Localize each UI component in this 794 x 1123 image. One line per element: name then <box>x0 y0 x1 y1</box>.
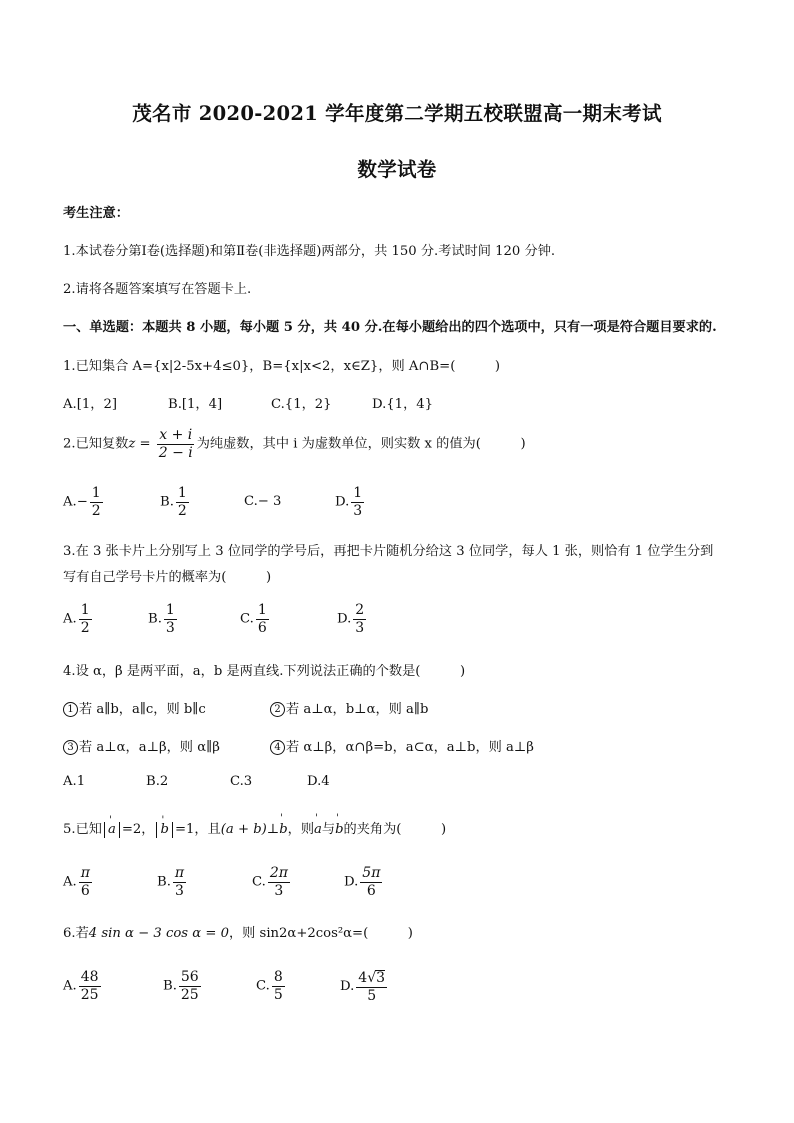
q6-stem <box>63 922 413 941</box>
notice-item-1: 1.本试卷分第Ⅰ卷(选择题)和第Ⅱ卷(非选择题)两部分，共 150 分.考试时间 120 分钟. <box>63 244 556 259</box>
q6-option-b-frac <box>179 970 201 1002</box>
q4-statement-4 <box>270 736 534 755</box>
q3-stem-line2: 写有自己学号卡片的概率为( ) <box>63 570 272 585</box>
q2-option-a-sign: − <box>76 494 88 510</box>
q6-expression: 4 sin α − 3 cos α = 0 <box>88 926 229 941</box>
q6-option-b-num: 56 <box>180 969 199 985</box>
q6-option-d-num <box>356 970 387 988</box>
q6-option-a-frac <box>79 970 101 1002</box>
q2-fraction <box>157 428 195 460</box>
q2-option-d-frac <box>351 486 364 518</box>
q3-option-d-num: 2 <box>355 602 365 618</box>
q2-stem <box>63 428 526 460</box>
q1-option-d: D.{1，4} <box>372 397 434 412</box>
q2-option-d <box>335 486 366 518</box>
q5-option-a-label: A. <box>63 874 77 890</box>
q2-option-d-den: 3 <box>353 502 363 519</box>
q3-option-c <box>240 603 271 635</box>
q1-option-c: C.{1，2} <box>271 397 332 412</box>
q1-option-a: A.[1，2] <box>63 397 117 412</box>
q2-option-b-frac <box>176 486 189 518</box>
q3-option-b-num: 1 <box>165 602 175 618</box>
q6-option-d-coef: 4 <box>358 970 368 986</box>
q3-option-d-frac <box>353 603 366 635</box>
section1-heading: 一、单选题：本题共 8 小题，每小题 5 分，共 40 分.在每小题给出的四个选项中，只有一项是符合题目要求的. <box>63 320 717 335</box>
q5-paren-expr: (a + b) <box>220 822 267 837</box>
sqrt-sign: √ <box>367 970 377 986</box>
q3-option-a-label: A. <box>63 611 77 627</box>
q5-option-b-label: B. <box>157 874 171 890</box>
q2-option-a-den: 2 <box>91 502 101 519</box>
q5-option-c-num: 2π <box>269 865 288 881</box>
q5-option-b-den: 3 <box>175 882 184 899</box>
q6-option-c-label: C. <box>256 978 270 994</box>
q3-stem-line1: 3.在 3 张卡片上分别写上 3 位同学的学号后，再把卡片随机分给这 3 位同学，每人 1 张，则恰有 1 位学生分到 <box>63 544 714 559</box>
q2-option-d-num: 1 <box>353 485 363 501</box>
q5-option-d-label: D. <box>344 874 359 890</box>
q5-option-b-frac <box>173 866 186 898</box>
q6-option-a <box>63 970 103 1002</box>
q5-eq1: =1，且 <box>174 822 221 837</box>
circled-number-4: 4 <box>270 740 285 755</box>
q6-option-d <box>340 970 389 1003</box>
q3-option-d-label: D. <box>337 611 352 627</box>
q5-option-c-frac <box>268 866 290 898</box>
q5-option-d-frac <box>360 866 382 898</box>
q6-suffix: ，则 sin2α+2cos²α=( ) <box>228 926 413 941</box>
q4-stem: 4.设 α，β 是两平面，a，b 是两直线.下列说法正确的个数是( ) <box>63 664 466 679</box>
q5-prefix: 5.已知 <box>63 822 102 837</box>
q1-option-b: B.[1，4] <box>168 397 223 412</box>
exam-subtitle: 数学试卷 <box>357 158 437 181</box>
q4-statement-4-text: 若 α⊥β，α∩β=b，a⊂α，a⊥b，则 a⊥β <box>286 740 534 755</box>
q6-prefix: 6.若 <box>63 926 89 941</box>
notice-heading: 考生注意： <box>63 206 129 221</box>
circled-number-3: 3 <box>63 740 78 755</box>
q2-option-a <box>63 486 105 518</box>
q5-option-c <box>252 866 292 898</box>
q2-suffix: 为纯虚数，其中 i 为虚数单位，则实数 x 的值为( ) <box>196 436 526 452</box>
q2-option-a-num: 1 <box>91 485 101 501</box>
q2-option-b <box>160 486 191 518</box>
q3-option-b <box>148 603 179 635</box>
q2-z: z = <box>128 436 155 452</box>
q6-option-b-den: 25 <box>180 986 199 1003</box>
q3-option-a-num: 1 <box>80 602 90 618</box>
q4-option-d: D.4 <box>307 774 330 789</box>
q2-option-d-label: D. <box>335 494 350 510</box>
q2-frac-num: x + i <box>159 427 193 443</box>
q5-mid: ，则 <box>287 822 315 837</box>
q5-vector-b: ' b <box>160 822 168 838</box>
q4-statement-2 <box>270 698 428 717</box>
q5-option-b-num: π <box>174 865 185 881</box>
q5-option-a-frac <box>79 866 92 898</box>
q5-option-a-num: π <box>80 865 90 881</box>
q2-prefix: 2.已知复数 <box>63 436 129 452</box>
q2-option-b-num: 1 <box>177 485 187 501</box>
q2-option-b-label: B. <box>160 494 174 510</box>
q3-option-c-label: C. <box>240 611 254 627</box>
q5-with: 与 <box>321 822 336 837</box>
q1-stem: 1.已知集合 A={x|2-5x+4≤0}，B={x|x<2，x∈Z}，则 A∩B=( ) <box>63 359 501 374</box>
q3-option-c-frac <box>256 603 269 635</box>
q4-option-a: A.1 <box>63 774 86 789</box>
q6-option-b <box>163 970 203 1002</box>
q6-option-c <box>256 970 287 1002</box>
q5-option-c-den: 3 <box>274 882 284 899</box>
q6-option-b-label: B. <box>163 978 177 994</box>
q6-option-c-den: 5 <box>273 986 283 1003</box>
q3-option-d-den: 3 <box>355 619 365 636</box>
q6-option-d-frac <box>356 970 387 1003</box>
q6-option-c-num: 8 <box>273 969 283 985</box>
q5-vector-a: ' a <box>108 822 116 838</box>
notice-item-2: 2.请将各题答案填写在答题卡上. <box>63 282 252 297</box>
q4-statement-3-text: 若 a⊥α，a⊥β，则 α∥β <box>79 740 220 755</box>
circled-number-2: 2 <box>270 702 285 717</box>
q5-abs-a <box>104 822 120 838</box>
q3-option-c-num: 1 <box>257 602 267 618</box>
q5-option-d-num: 5π <box>362 865 381 881</box>
q5-suffix: 的夹角为( ) <box>343 822 447 837</box>
q6-option-d-den: 5 <box>367 987 377 1004</box>
q5-option-c-label: C. <box>252 874 266 890</box>
q6-option-d-radicand: 3 <box>376 970 386 986</box>
q5-abs-b <box>156 822 172 838</box>
q3-option-c-den: 6 <box>257 619 267 636</box>
q3-option-d <box>337 603 368 635</box>
q5-vector-b3: ' b <box>335 822 343 837</box>
q4-statement-3 <box>63 736 220 755</box>
circled-number-1: 1 <box>63 702 78 717</box>
q5-option-a-den: 6 <box>80 882 90 899</box>
q6-option-d-label: D. <box>340 979 355 995</box>
q3-option-a-frac <box>79 603 92 635</box>
q4-option-b: B.2 <box>146 774 169 789</box>
q6-option-c-frac <box>272 970 285 1002</box>
q4-statement-1 <box>63 698 206 717</box>
q6-option-a-label: A. <box>63 978 77 994</box>
q2-option-c: C.− 3 <box>244 494 282 509</box>
q5-vector-a3: ' a <box>314 822 322 837</box>
q2-frac-den: 2 − i <box>158 444 193 461</box>
q3-option-a-den: 2 <box>80 619 90 636</box>
q5-eq2: =2， <box>121 822 155 837</box>
q2-option-a-label: A. <box>63 494 77 510</box>
q2-option-a-frac <box>90 486 103 518</box>
q5-perp: ⊥ <box>266 822 280 837</box>
q4-statement-1-text: 若 a∥b，a∥c，则 b∥c <box>79 702 206 717</box>
q3-option-b-den: 3 <box>165 619 175 636</box>
q6-option-a-num: 48 <box>80 969 99 985</box>
q2-option-b-den: 2 <box>177 502 187 519</box>
q6-option-a-den: 25 <box>80 986 99 1003</box>
q4-statement-2-text: 若 a⊥α，b⊥α，则 a∥b <box>286 702 429 717</box>
q5-vector-b2: ' b <box>279 822 287 837</box>
q5-option-d <box>344 866 384 898</box>
q5-option-a <box>63 866 94 898</box>
q5-option-d-den: 6 <box>366 882 376 899</box>
q4-option-c: C.3 <box>230 774 253 789</box>
exam-title: 茂名市 2020-2021 学年度第二学期五校联盟高一期末考试 <box>132 102 662 125</box>
q3-option-b-frac <box>164 603 177 635</box>
q3-option-b-label: B. <box>148 611 162 627</box>
q5-stem <box>63 818 446 838</box>
q3-option-a <box>63 603 94 635</box>
q5-option-b <box>157 866 188 898</box>
